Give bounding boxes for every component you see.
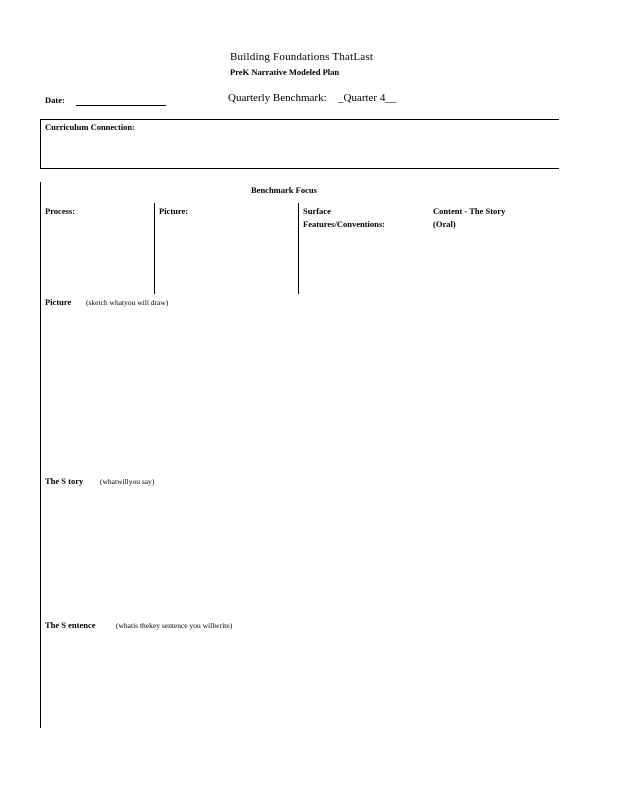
picture-drawing-area[interactable] bbox=[44, 312, 554, 470]
story-section-title: The S tory bbox=[45, 476, 84, 486]
content-label-line2: (Oral) bbox=[433, 219, 456, 229]
content-label-line1: Content - The Story bbox=[433, 206, 506, 216]
column-divider-1 bbox=[154, 203, 155, 294]
picture-label: Picture: bbox=[159, 206, 189, 216]
picture-section-title: Picture bbox=[45, 297, 72, 307]
surface-label-line1: Surface bbox=[303, 206, 331, 216]
story-section-hint: (whatwillyou say) bbox=[100, 477, 155, 486]
date-field-line[interactable] bbox=[76, 105, 166, 106]
sentence-writing-area[interactable] bbox=[44, 634, 554, 726]
document-title: Building Foundations ThatLast bbox=[230, 51, 374, 63]
column-divider-2 bbox=[298, 203, 299, 294]
picture-section-hint: (sketch whatyou will draw) bbox=[86, 298, 169, 307]
curriculum-connection-label: Curriculum Connection: bbox=[45, 122, 135, 132]
quarter-value: _Quarter 4__ bbox=[338, 92, 397, 104]
quarterly-benchmark-label: Quarterly Benchmark: bbox=[228, 92, 327, 104]
story-writing-area[interactable] bbox=[44, 490, 554, 614]
planning-area-left-border bbox=[40, 182, 41, 728]
sentence-section-title: The S entence bbox=[45, 620, 96, 630]
sentence-section-hint: (whatis thekey sentence you willwrite) bbox=[116, 621, 233, 630]
benchmark-focus-title: Benchmark Focus bbox=[251, 185, 317, 195]
surface-label-line2: Features/Conventions: bbox=[303, 219, 386, 229]
date-label: Date: bbox=[45, 95, 65, 105]
document-subtitle: PreK Narrative Modeled Plan bbox=[230, 67, 340, 77]
process-label: Process: bbox=[45, 206, 76, 216]
